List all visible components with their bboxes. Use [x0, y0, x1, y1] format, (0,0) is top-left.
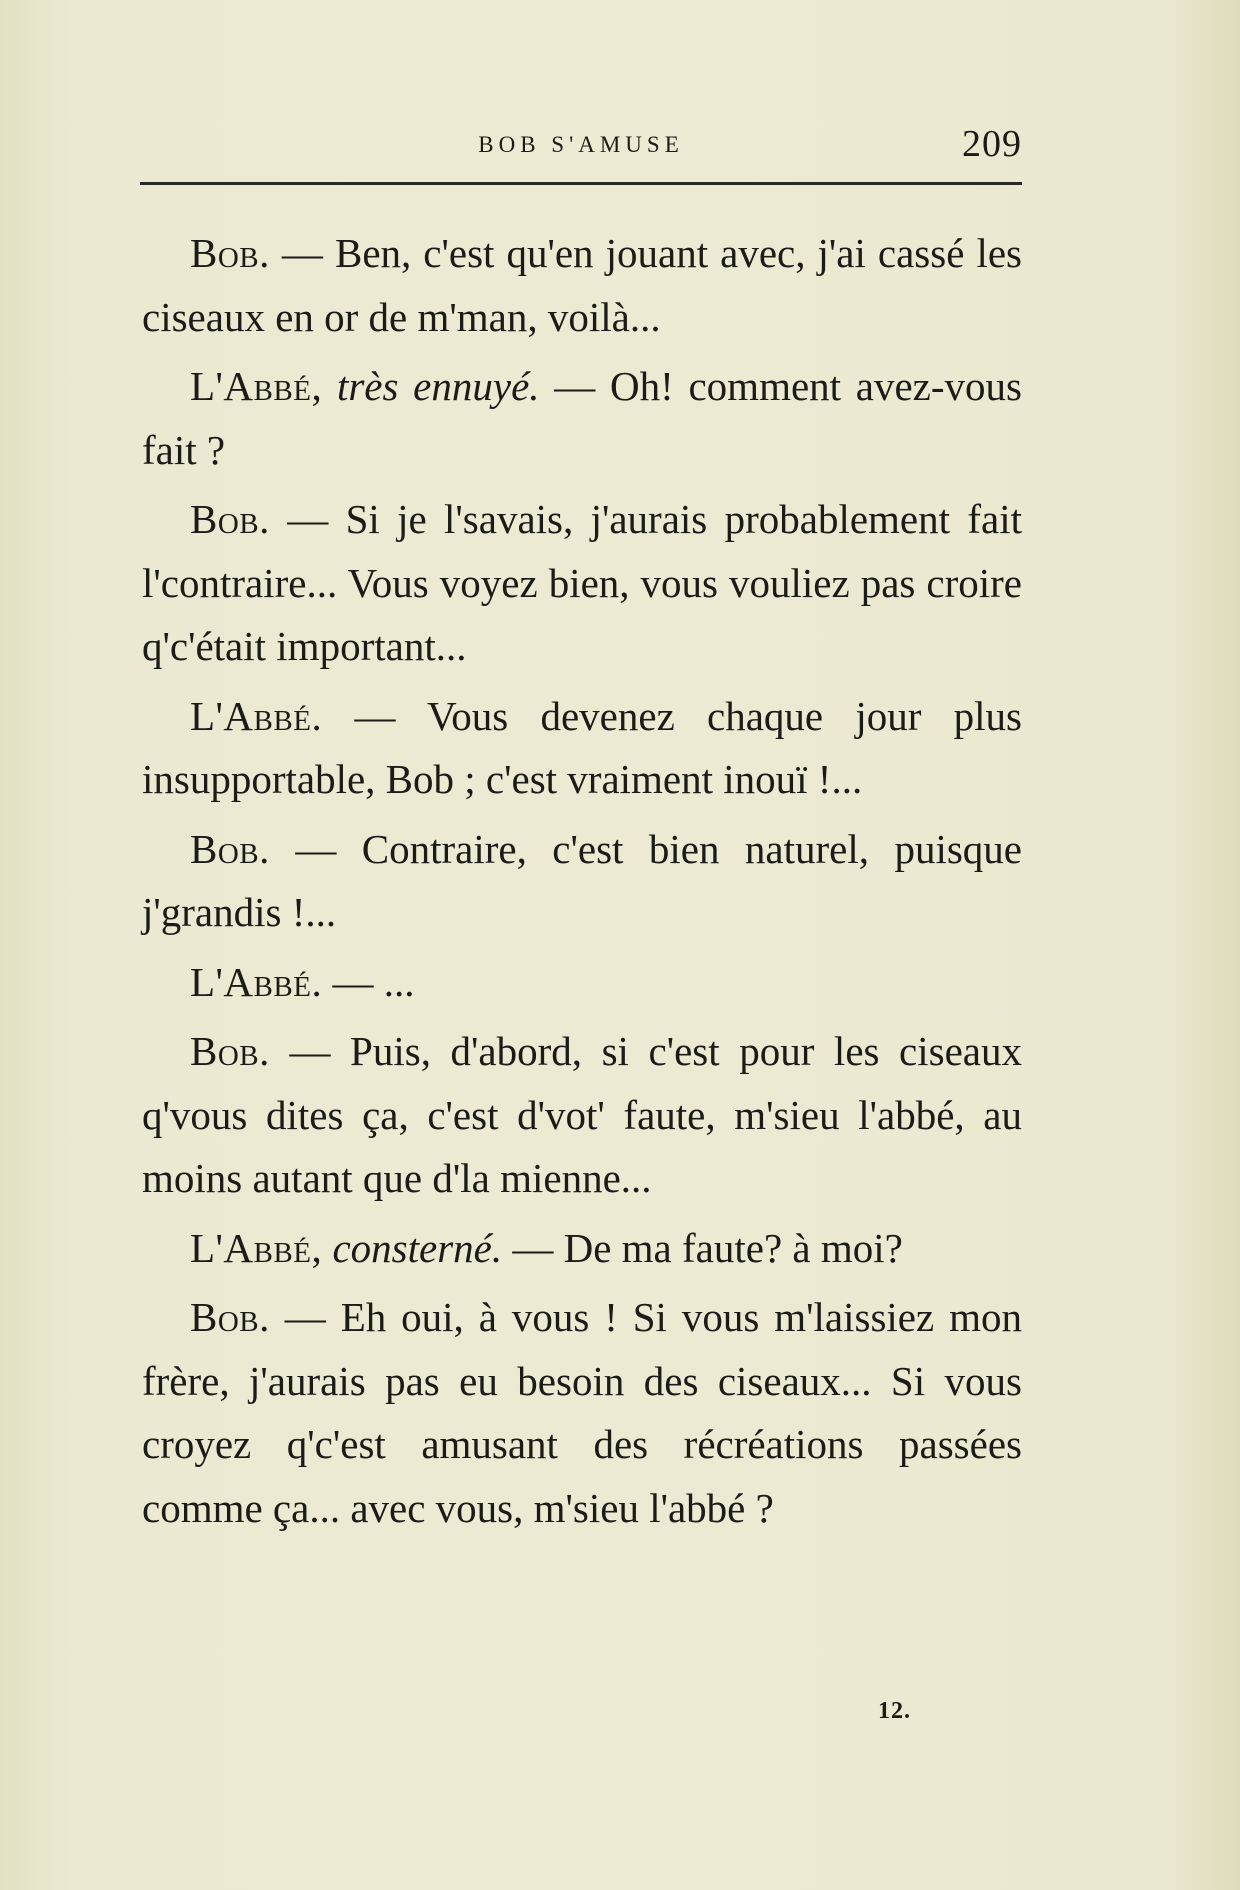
- paragraph-text: — Ben, c'est qu'en jouant avec, j'ai cassé les ciseaux en or de m'man, voilà...: [142, 230, 1022, 340]
- paragraph: [142, 951, 1022, 1015]
- paragraph: [142, 222, 1022, 349]
- speaker-name: Bob.: [190, 230, 270, 276]
- paragraph: [142, 1286, 1022, 1540]
- speaker-name: L'Abbé.: [190, 958, 323, 1005]
- page-number: 209: [962, 123, 1022, 165]
- paragraph-text: — Oh! comment avez-vous fait ?: [142, 363, 1022, 473]
- paragraph-text: — Puis, d'abord, si c'est pour les ciseaux q'vous dites ça, c'est d'vot' faute, m'sieu l'abbé, au moins autant que d'la mienne...: [142, 1028, 1022, 1201]
- paragraph: [142, 1217, 1022, 1281]
- paragraph-text: — ...: [322, 958, 415, 1005]
- speaker-name: Bob.: [190, 496, 270, 542]
- paragraph-text: — De ma faute? à moi?: [502, 1224, 903, 1271]
- speaker-name: L'Abbé.: [190, 692, 323, 739]
- paragraph: [142, 685, 1022, 812]
- paragraph: [142, 488, 1022, 679]
- stage-direction: consterné.: [322, 1224, 503, 1271]
- speaker-name: Bob.: [190, 1294, 270, 1340]
- paragraph-text: — Vous devenez chaque jour plus insupportable, Bob ; c'est vraiment inouï !...: [142, 692, 1022, 802]
- running-title: BOB S'AMUSE: [478, 132, 684, 157]
- paragraph: [142, 355, 1022, 482]
- running-head: [140, 123, 1022, 168]
- paragraph: [142, 1020, 1022, 1211]
- speaker-name: Bob.: [190, 825, 270, 872]
- paragraph: [142, 818, 1022, 945]
- speaker-name: L'Abbé,: [190, 363, 323, 409]
- dialogue-text: [142, 222, 1022, 1540]
- speaker-name: L'Abbé,: [190, 1224, 323, 1271]
- paragraph-text: — Si je l'savais, j'aurais probablement fait l'contraire... Vous voyez bien, vous vouliez pas croire q'c'était important...: [142, 496, 1022, 669]
- speaker-name: Bob.: [190, 1028, 270, 1074]
- paragraph-text: — Contraire, c'est bien naturel, puisque j'grandis !...: [142, 825, 1022, 935]
- header-rule: [140, 182, 1022, 185]
- paragraph-text: — Eh oui, à vous ! Si vous m'laissiez mon frère, j'aurais pas eu besoin des ciseaux... Si vous croyez q'c'est amusant des récréations passées comme ça... avec vous, m'sieu l'abbé ?: [142, 1294, 1022, 1531]
- stage-direction: très ennuyé.: [322, 363, 540, 409]
- signature-mark: 12.: [878, 1698, 911, 1724]
